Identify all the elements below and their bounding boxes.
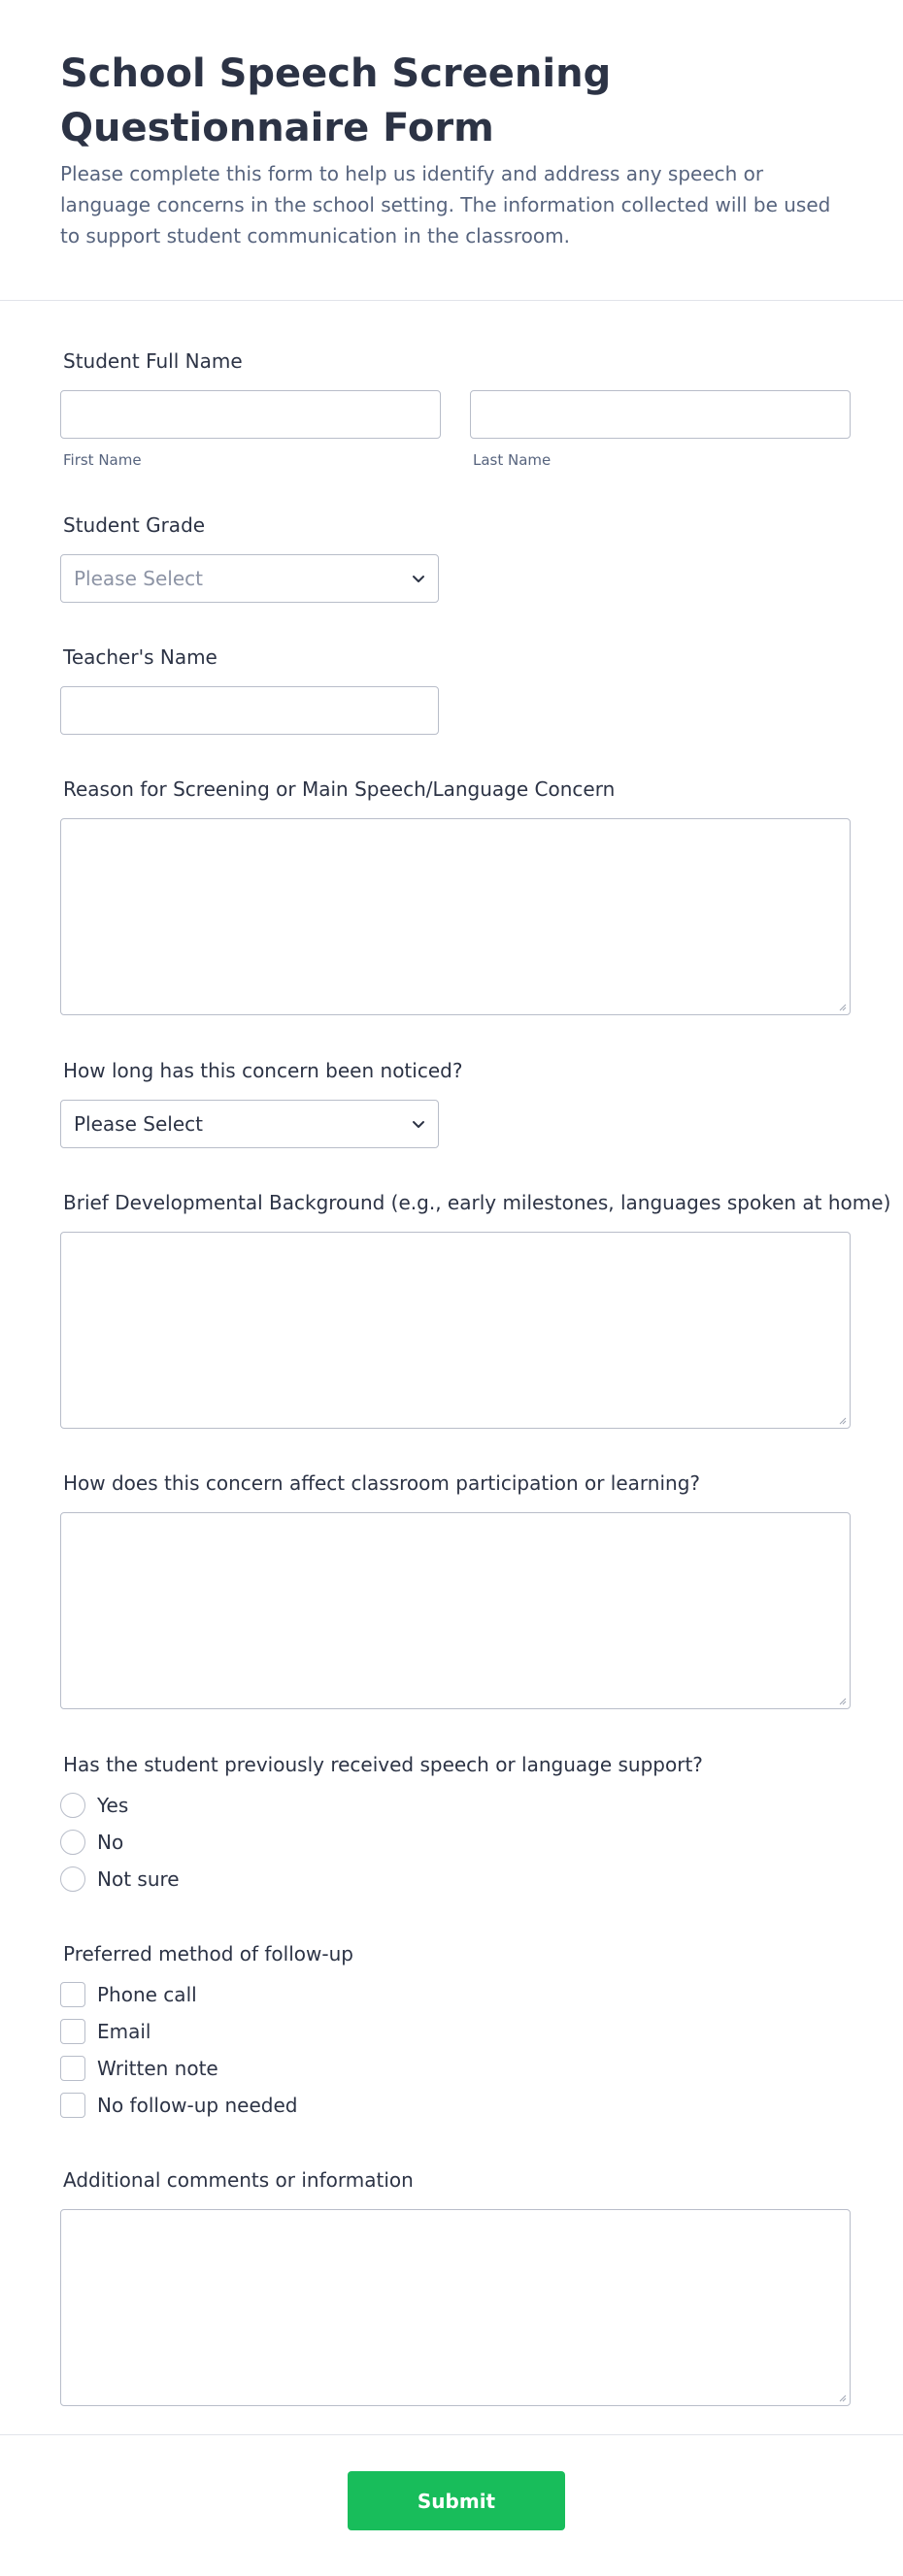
impact-label: How does this concern affect classroom participation or learning?	[63, 1471, 701, 1495]
form-title: School Speech Screening Questionnaire Form	[60, 51, 612, 150]
checkbox[interactable]	[60, 2056, 85, 2081]
radio-button[interactable]	[60, 1793, 85, 1818]
follow-up-option-none[interactable]	[60, 2092, 449, 2119]
student-grade-label: Student Grade	[63, 513, 206, 537]
student-name-label: Student Full Name	[63, 349, 243, 373]
teacher-name-label: Teacher's Name	[63, 645, 217, 669]
prior-support-option-no[interactable]	[60, 1829, 449, 1856]
option-label: Yes	[97, 1794, 129, 1817]
duration-value: Please Select	[74, 1112, 203, 1136]
chevron-down-icon	[411, 1116, 426, 1132]
first-name-sublabel: First Name	[63, 451, 142, 469]
option-label: Phone call	[97, 1983, 197, 2006]
impact-textarea[interactable]	[60, 1512, 851, 1709]
option-label: No	[97, 1831, 124, 1854]
student-grade-value: Please Select	[74, 567, 203, 590]
resize-grip-icon[interactable]	[837, 1415, 847, 1425]
reason-textarea[interactable]	[60, 818, 851, 1015]
prior-support-label: Has the student previously received speech or language support?	[63, 1753, 703, 1776]
duration-label: How long has this concern been noticed?	[63, 1059, 463, 1082]
option-label: No follow-up needed	[97, 2094, 298, 2117]
option-label: Not sure	[97, 1867, 180, 1891]
duration-select[interactable]	[60, 1100, 439, 1148]
reason-label: Reason for Screening or Main Speech/Language Concern	[63, 777, 616, 801]
radio-button[interactable]	[60, 1866, 85, 1892]
background-textarea[interactable]	[60, 1232, 851, 1429]
resize-grip-icon[interactable]	[837, 2393, 847, 2402]
submit-button[interactable]: Submit	[348, 2471, 565, 2530]
form-header	[0, 0, 903, 301]
checkbox[interactable]	[60, 2019, 85, 2044]
prior-support-option-not-sure[interactable]	[60, 1866, 449, 1893]
form-description: Please complete this form to help us identify and address any speech or language concerns in the school setting. The information collected will be used to support student communication in the classroom.	[60, 162, 831, 248]
checkbox[interactable]	[60, 2093, 85, 2118]
follow-up-label: Preferred method of follow-up	[63, 1942, 353, 1965]
checkbox[interactable]	[60, 1982, 85, 2007]
radio-button[interactable]	[60, 1830, 85, 1855]
comments-label: Additional comments or information	[63, 2168, 414, 2192]
teacher-name-input[interactable]	[60, 686, 439, 735]
resize-grip-icon[interactable]	[837, 1696, 847, 1705]
follow-up-option-written-note[interactable]	[60, 2055, 449, 2082]
student-grade-select[interactable]	[60, 554, 439, 603]
last-name-input[interactable]	[470, 390, 851, 439]
resize-grip-icon[interactable]	[837, 1002, 847, 1011]
comments-textarea[interactable]	[60, 2209, 851, 2406]
option-label: Email	[97, 2020, 151, 2043]
chevron-down-icon	[411, 571, 426, 586]
follow-up-option-email[interactable]	[60, 2018, 449, 2045]
background-label: Brief Developmental Background (e.g., early milestones, languages spoken at home)	[63, 1191, 891, 1214]
option-label: Written note	[97, 2057, 218, 2080]
follow-up-option-phone[interactable]	[60, 1981, 449, 2008]
last-name-sublabel: Last Name	[473, 451, 552, 469]
prior-support-option-yes[interactable]	[60, 1792, 449, 1819]
first-name-input[interactable]	[60, 390, 441, 439]
